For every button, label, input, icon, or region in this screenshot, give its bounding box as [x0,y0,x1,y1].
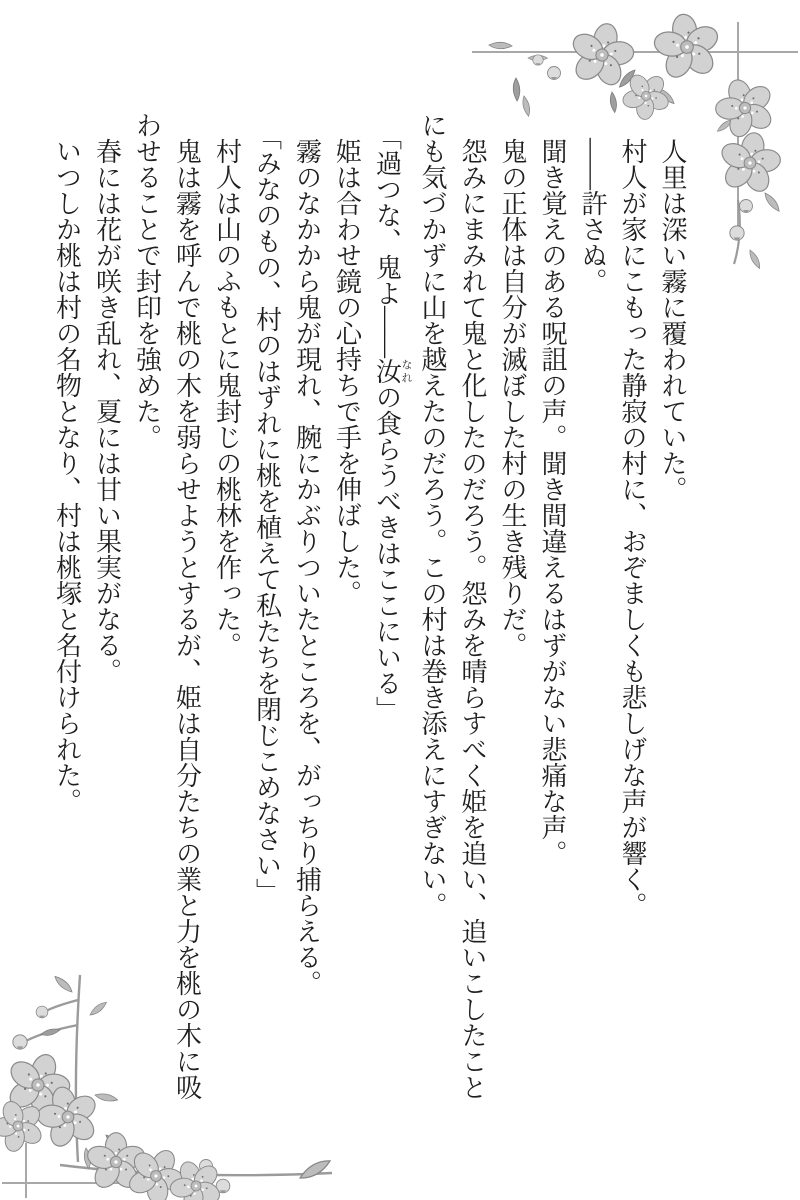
story-line: 春には花が咲き乱れ、夏には甘い果実がなる。 [92,138,122,684]
story-line: いつしか桃は村の名物となり、村は桃塚と名付けられた。 [52,138,82,814]
story-text [47,112,693,1102]
story-line: ――許さぬ。 [578,138,607,294]
story-line: 「みなのもの、村のはずれに桃を植えて私たちを閉じこめなさい」 [252,123,282,904]
story-line: 霧のなかから鬼が現れ、腕にかぶりついたところを、がっちり捕らえる。 [292,138,322,996]
story-line: 村人が家にこもった静寂の村に、おぞましくも悲しげな声が響く。 [618,138,647,918]
story-line: 人里は深い霧に覆われていた。 [658,138,687,502]
story-line: 鬼は霧を呼んで桃の木を弱らせようとするが、姫は自分たちの業と力を桃の木に吸わせることで封印を強めた。 [132,112,202,1100]
frame-cross-lines [2,1143,130,1198]
story-line: 鬼の正体は自分が滅ぼした村の生き残りだ。 [498,138,527,658]
ruby-annotated-word: 汝なれ [372,357,412,384]
story-line: 怨みにまみれて鬼と化したのだろう。怨みを晴らすべく姫を追い、追いこしたことにも気づかずに山を越えたのだろう。この村は巻き添えにすぎない。 [418,112,487,1100]
story-line: 聞き覚えのある呪詛の声。聞き間違えるはずがない悲痛な声。 [538,138,567,866]
story-line: 村人は山のふもとに鬼封じの桃林を作った。 [212,138,242,658]
story-line: 「過つな、鬼よ――汝なれの食らうべきはここにいる」 [372,123,412,722]
branch-stem [734,200,740,264]
story-line: 姫は合わせ鏡の心持ちで手を伸ばした。 [332,138,362,606]
